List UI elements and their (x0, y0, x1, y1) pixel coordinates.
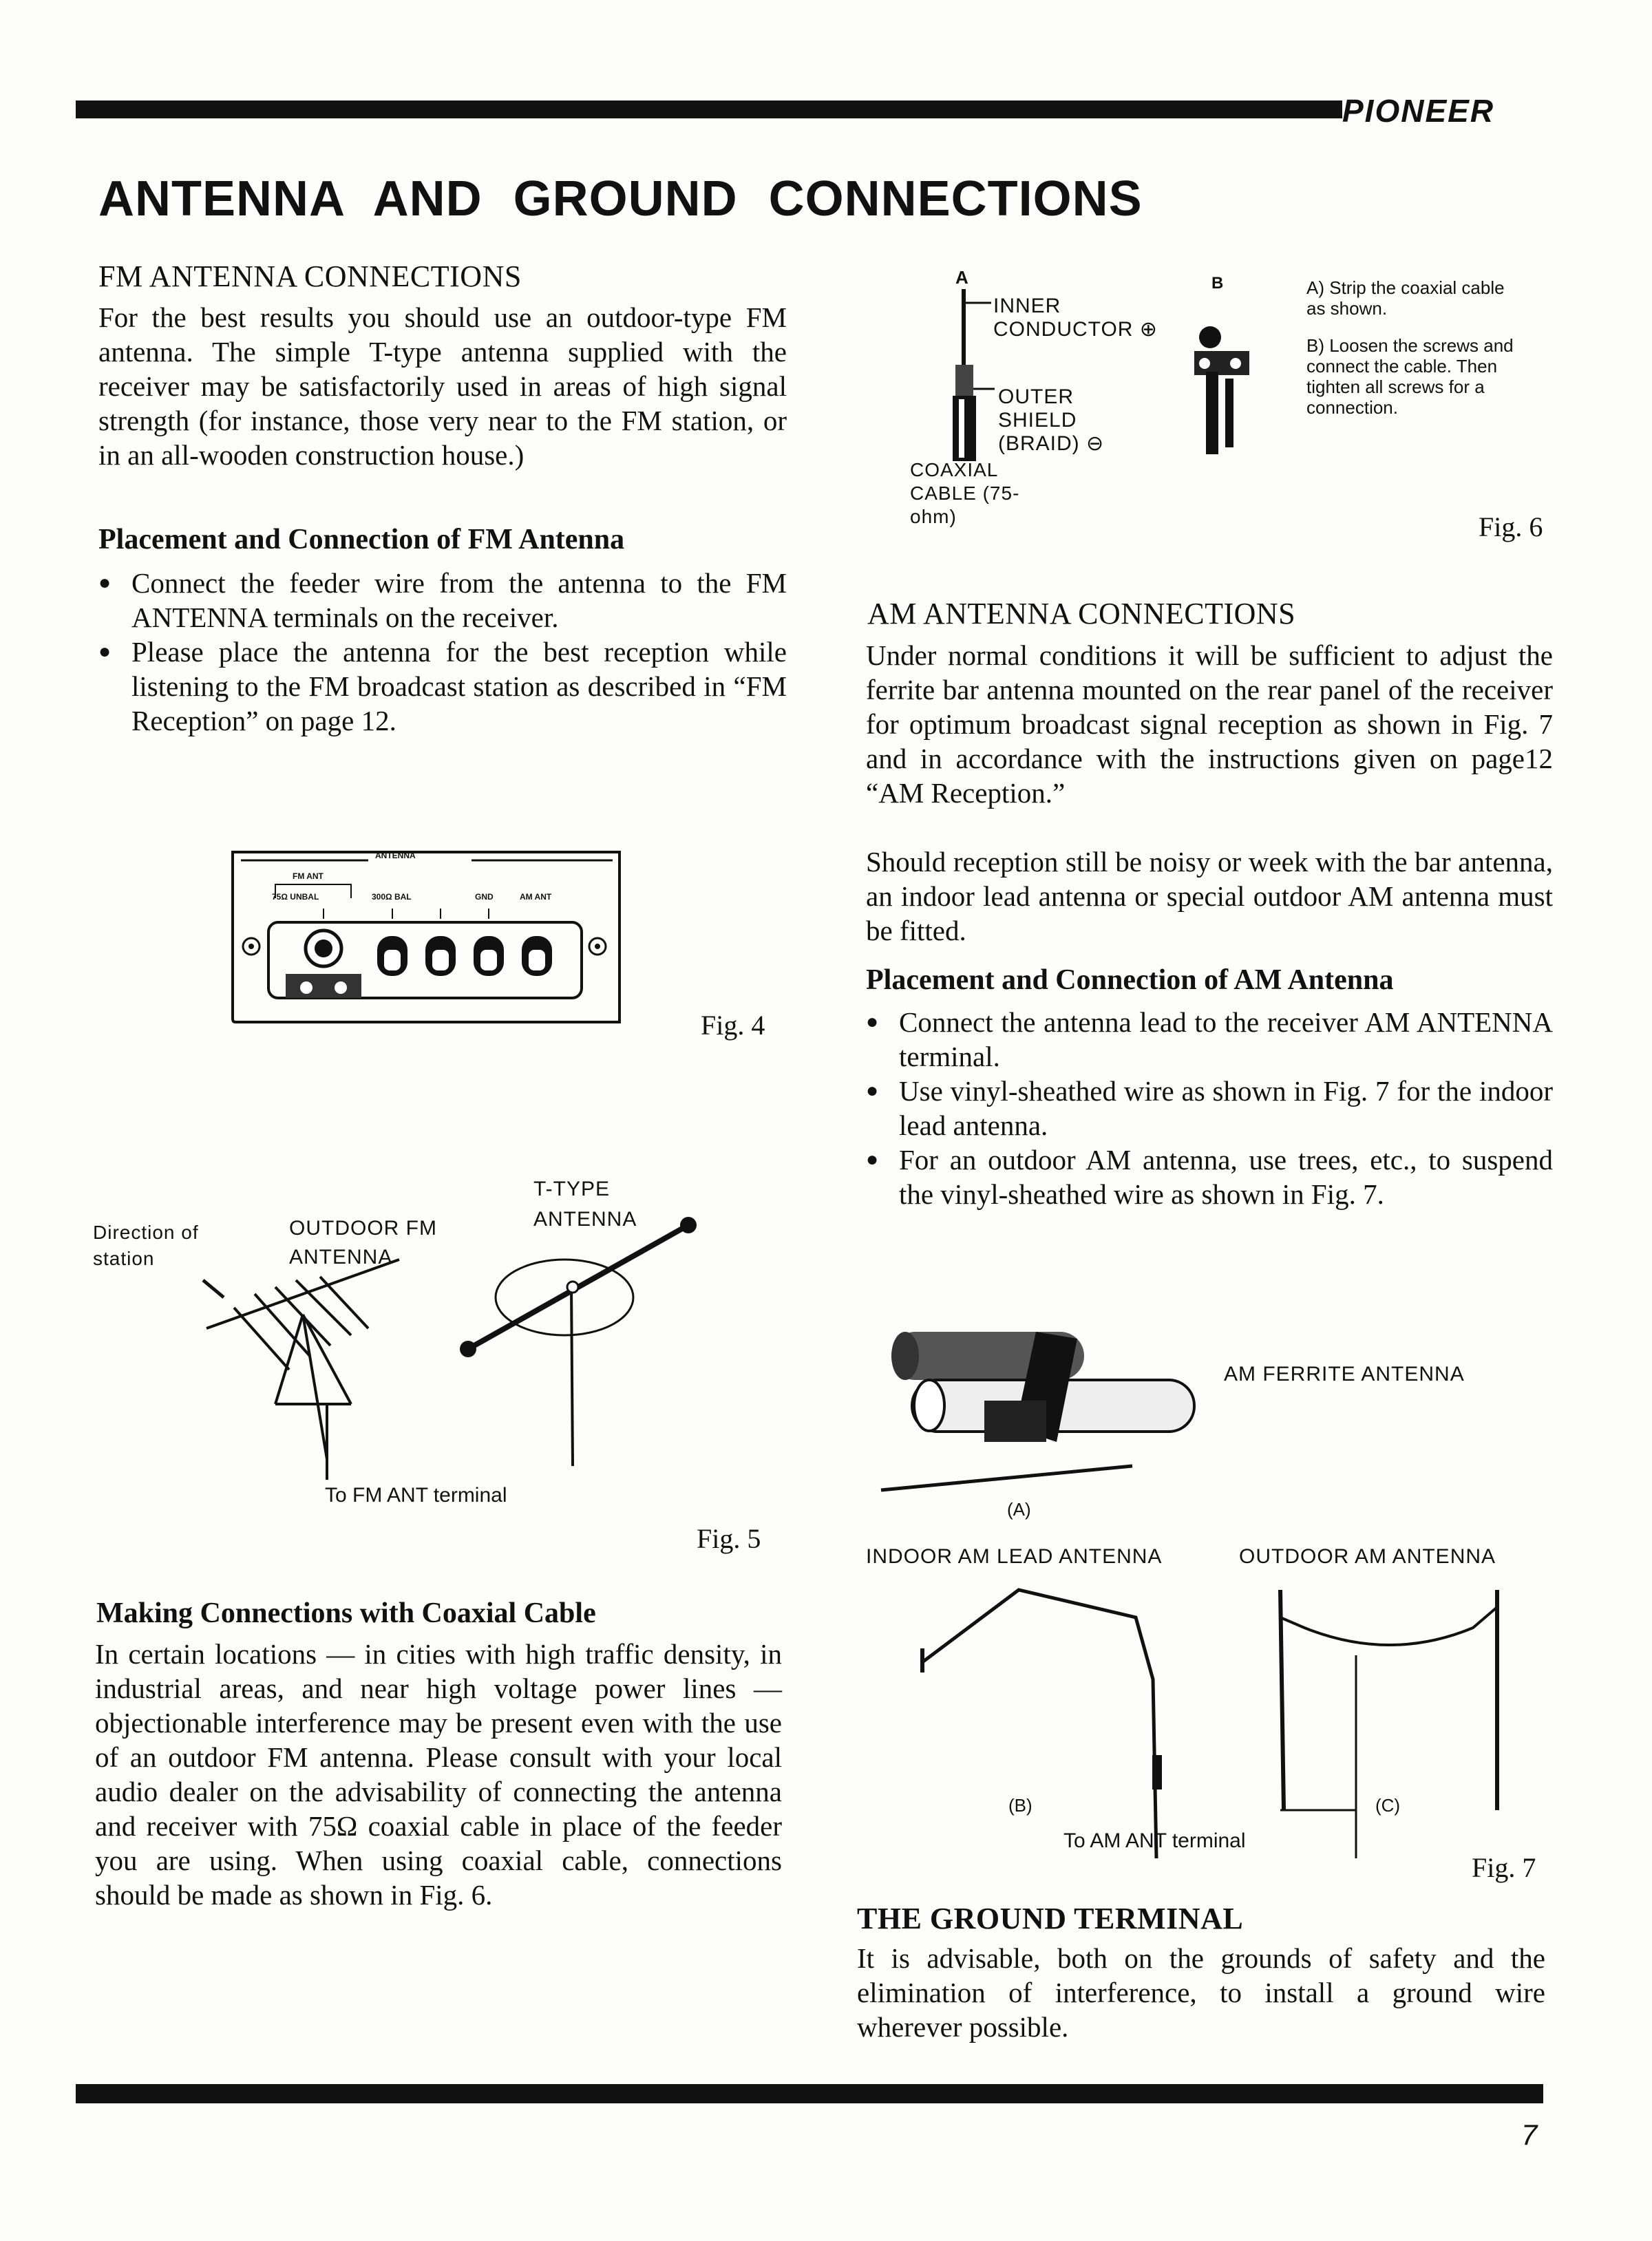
coax-heading: Making Connections with Coaxial Cable (96, 1597, 596, 1629)
fig5-to-terminal: To FM ANT terminal (325, 1484, 507, 1507)
fig7-indoor: INDOOR AM LEAD ANTENNA (866, 1545, 1163, 1568)
fm-bullet-2: ● Please place the antenna for the best reception while listening to the FM broadcast station as described in “FM Reception” on page 12. (98, 635, 787, 738)
fig4-am: AM ANT (520, 892, 552, 902)
fig4-gnd: GND (475, 892, 494, 902)
fig6-note-a: A) Strip the coaxial cable as shown. (1306, 277, 1505, 319)
fm-heading: FM ANTENNA CONNECTIONS (98, 259, 522, 293)
footer-bar (76, 2084, 1543, 2103)
fm-placement-heading: Placement and Connection of FM Antenna (98, 524, 625, 555)
fm-intro: For the best results you should use an outdoor-type FM antenna. The simple T-type antenna supplied with the receiver may be satisfactorily used in areas of high signal strength (for instance, those very near to the FM station, or in an all-wooden construction house.) (98, 301, 787, 471)
am-bullet-3: ● For an outdoor AM antenna, use trees, etc., to suspend the vinyl-sheathed wire as shown in Fig. 7. (866, 1143, 1553, 1211)
brand-logo: PIONEER (1342, 93, 1495, 129)
am-bullet-1: ● Connect the antenna lead to the receiver AM ANTENNA terminal. (866, 1005, 1553, 1074)
fig7-label-b: (B) (1008, 1795, 1032, 1816)
page-title: ANTENNA AND GROUND CONNECTIONS (98, 171, 1143, 226)
fig6-inner: INNER CONDUCTOR ⊕ (993, 295, 1158, 341)
ground-heading: THE GROUND TERMINAL (857, 1902, 1244, 1935)
fig4-fm-ant: FM ANT (293, 871, 324, 881)
fig5-ttype: T-TYPE ANTENNA (533, 1178, 637, 1231)
fig4-t75: 75Ω UNBAL (272, 892, 319, 902)
fig7-caption: Fig. 7 (1472, 1852, 1536, 1883)
fm-bullet-1: ● Connect the feeder wire from the antenna to the FM ANTENNA terminals on the receiver. (98, 566, 787, 635)
fig6-label-b: B (1211, 274, 1224, 293)
fm-bullets (98, 566, 787, 738)
fig6-outer: OUTER SHIELD (BRAID) ⊖ (998, 385, 1105, 455)
fig5-outdoor: OUTDOOR FM ANTENNA (289, 1217, 437, 1268)
am-text-2: Should reception still be noisy or week with the bar antenna, an indoor lead antenna or special outdoor AM antenna must be fitted. (866, 846, 1553, 946)
fig7-lead-antennas-drawing (909, 1576, 1528, 1872)
am-placement-heading: Placement and Connection of AM Antenna (866, 964, 1394, 996)
fig7-outdoor: OUTDOOR AM ANTENNA (1239, 1545, 1496, 1568)
fig6-note-b: B) Loosen the screws and connect the cable. Then tighten all screws for a connection. (1306, 335, 1514, 418)
fig5-antennas-drawing (165, 1211, 716, 1487)
am-bullet-2: ● Use vinyl-sheathed wire as shown in Fig. 7 for the indoor lead antenna. (866, 1074, 1553, 1143)
fig7-ferrite-drawing (878, 1311, 1236, 1497)
fig7-label-a: (A) (1007, 1499, 1031, 1520)
page-number: 7 (1521, 2118, 1538, 2151)
fig7-ferrite: AM FERRITE ANTENNA (1224, 1363, 1465, 1385)
am-bullets (866, 1005, 1553, 1211)
fig5-caption: Fig. 5 (697, 1523, 761, 1554)
header-bar (76, 100, 1342, 118)
am-heading: AM ANTENNA CONNECTIONS (867, 597, 1296, 630)
fig4-t300: 300Ω BAL (372, 892, 412, 902)
am-text-1: Under normal conditions it will be sufficient to adjust the ferrite bar antenna mounted on the rear panel of the receiver for optimum broadcast signal reception as shown in Fig. 7 and in accordance with the instructions given on page12 “AM Reception.” (866, 639, 1553, 809)
fig7-label-c: (C) (1375, 1795, 1401, 1816)
fig6-caption: Fig. 6 (1479, 511, 1543, 542)
fig6-coaxial: COAXIAL CABLE (75-ohm) (910, 459, 1020, 527)
ground-text: It is advisable, both on the grounds of safety and the elimination of interference, to install a ground wire wherever possible. (857, 1942, 1545, 2043)
fig6-label-a: A (955, 267, 968, 288)
fig4-panel-title: ANTENNA (375, 851, 416, 860)
fig7-to-terminal: To AM ANT terminal (1063, 1829, 1246, 1852)
fig5-direction: Direction of station (93, 1222, 199, 1269)
coax-text: In certain locations — in cities with high traffic density, in industrial areas, and near high voltage power lines — objectionable interference may be present even with the use of an outdoor FM antenna. Please consult with your local audio dealer on the advisability of connecting the antenna and receiver with 75Ω coaxial cable in place of the feeder you are using. When using coaxial cable, connections should be made as shown in Fig. 6. (95, 1638, 782, 1911)
fig4-caption: Fig. 4 (701, 1010, 765, 1041)
fig4-terminal-panel (227, 847, 626, 1029)
